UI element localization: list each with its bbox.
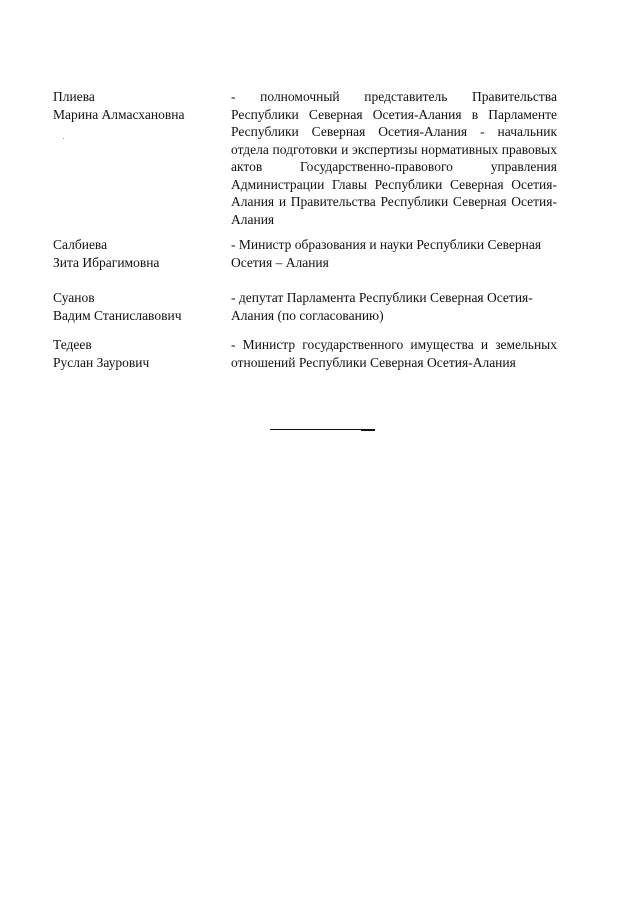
member-name: [53, 289, 223, 324]
member-position: - депутат Парламента Республики Северная Осетия-Алания (по согласованию): [231, 290, 533, 323]
member-given-name: Вадим Станиславович: [53, 307, 182, 323]
member-given-name: Зита Ибрагимовна: [53, 254, 160, 270]
member-position: - Министр образования и науки Республики Северная Осетия – Алания: [231, 237, 542, 270]
member-given-name: Руслан Заурович: [53, 354, 150, 370]
scan-artifact: [63, 138, 64, 139]
member-given-name: Марина Алмасхановна: [53, 106, 185, 122]
member-position: - полномочный представитель Правительства Республики Северная Осетия-Алания в Парламенте Республики Северная Осетия-Алания - начальник отдела подготовки и экспертизы нормативных правовых актов Государственно-правового управления Администрации Главы Республики Северная Осетия-Алания и Правительства Республики Северная Осетия-Алания: [231, 89, 557, 227]
member-surname: Тедеев: [53, 337, 92, 352]
end-separator-line: [270, 429, 375, 430]
member-name: [53, 88, 223, 123]
member-surname: Плиева: [53, 89, 95, 104]
member-name: [53, 236, 223, 271]
member-name: [53, 336, 223, 371]
member-surname: Суанов: [53, 290, 95, 305]
member-position: - Министр государственного имущества и земельных отношений Республики Северная Осетия-Алания: [231, 337, 557, 370]
member-surname: Салбиева: [53, 237, 108, 252]
